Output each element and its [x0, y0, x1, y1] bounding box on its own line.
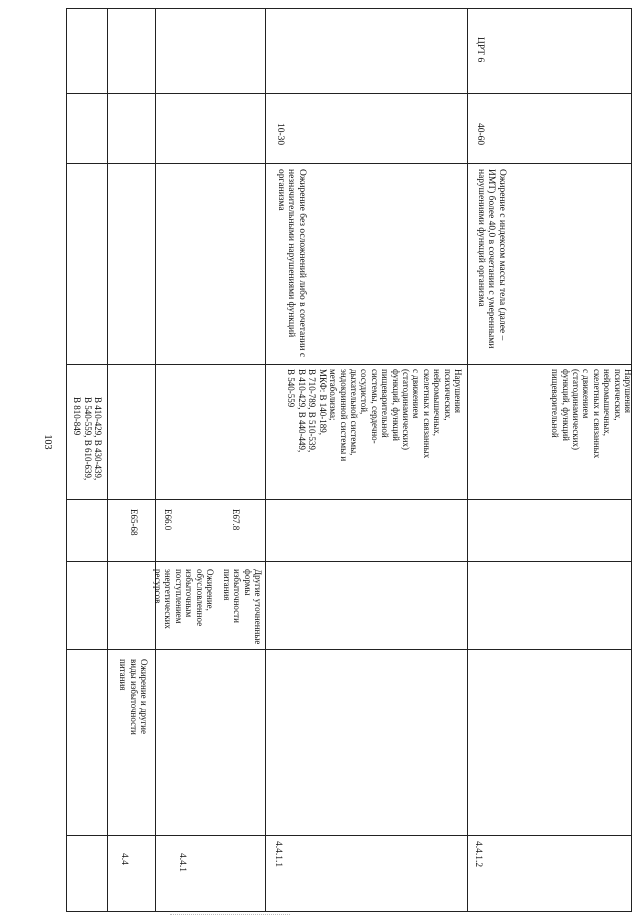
- criteria-cell: Ожирение с индексом массы тела (далее – ИМТ) более 40,0 в сочетании с умеренными нарушениями функций организма: [475, 169, 507, 349]
- note-cell: ЦРТ 6: [475, 37, 485, 63]
- nosology-subname: Ожирение, обусловленное избыточным поступлением энергетических ресурсов: [152, 569, 215, 629]
- functions-cell: Нарушения психических, нейромышечных, скелетных и связанных с движением (статодинамических) функций, функций пищеварительной системы, сердечно- сосудистой, дыхательной системы, эндокринной системы и метаболизма; МКФ: В 140-189, В 710-789, В 510-539, В 410-429, В 440-449, В 540-559: [286, 369, 463, 462]
- icd-code: Е66.0: [163, 509, 173, 531]
- row-number: 4.4: [119, 853, 129, 865]
- row-number: 4.4.1: [177, 853, 187, 872]
- functions-cell: Нарушения психических, нейромышечных, скелетных и связанных с движением (статодинамических) функций, функций пищеварительной: [550, 369, 633, 459]
- row-divider: [265, 9, 266, 911]
- percent-range: 10-30: [275, 123, 285, 146]
- icd-code: Е67.8: [231, 509, 241, 531]
- functions-cell: В 410-429, В 430-439, В 540-559, В 610-639, В 810-849: [72, 397, 103, 481]
- nosology-name: Ожирение и другие виды избыточности питания: [118, 659, 149, 735]
- percent-range: 40-60: [475, 123, 485, 146]
- field-divider: [67, 93, 631, 94]
- row-number: 4.4.1.2: [473, 841, 483, 868]
- scan-artifact: [170, 914, 290, 917]
- row-divider: [155, 9, 156, 911]
- field-divider: [67, 364, 631, 365]
- nosology-subname: Другие уточненные формы избыточности питания: [221, 569, 263, 645]
- field-divider: [67, 499, 631, 500]
- row-divider: [107, 9, 108, 911]
- field-divider: [67, 835, 631, 836]
- icd-code: Е65-68: [129, 509, 139, 536]
- row-divider: [467, 9, 468, 911]
- criteria-cell: Ожирение без осложнений либо в сочетании с незначительными нарушениями функций организма: [275, 169, 307, 358]
- page-number: 103: [42, 434, 53, 450]
- field-divider: [67, 163, 631, 164]
- disability-criteria-table: [66, 8, 632, 912]
- field-divider: [67, 649, 631, 650]
- field-divider: [67, 561, 631, 562]
- row-number: 4.4.1.1: [273, 841, 283, 868]
